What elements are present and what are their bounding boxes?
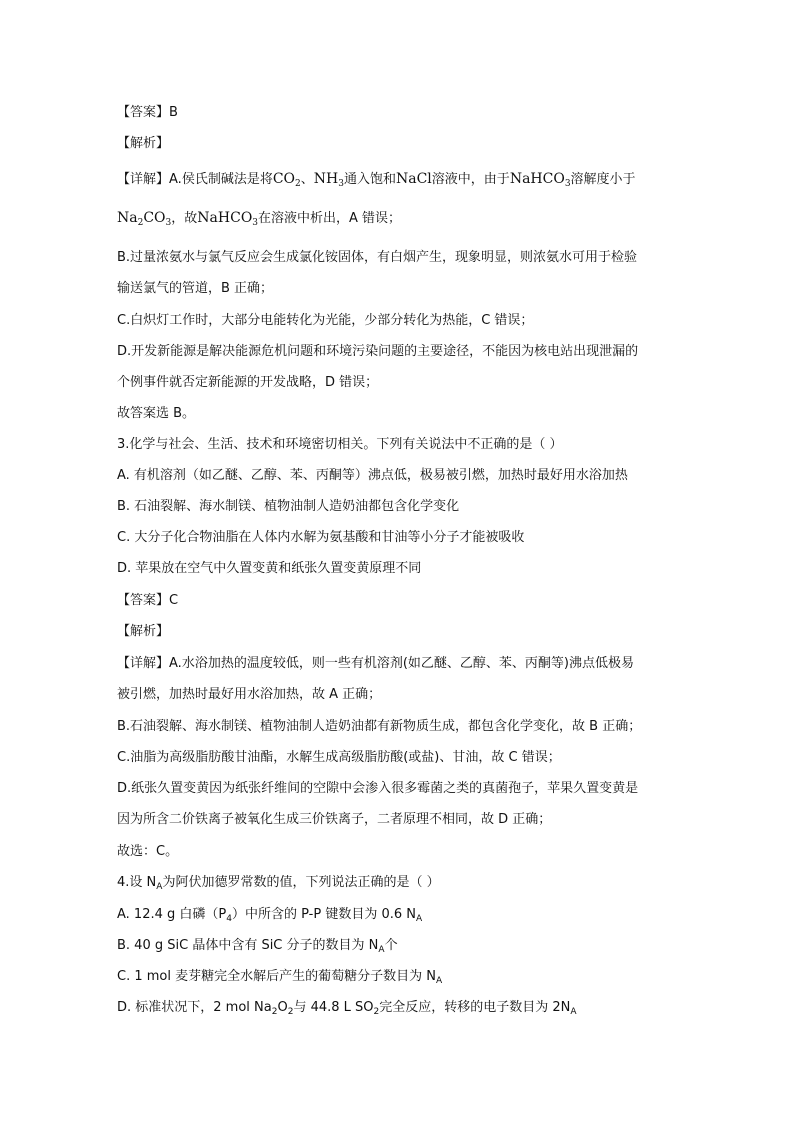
q2-detail-d-line-1: D.开发新能源是解决能源危机问题和环境污染问题的主要途径，不能因为核电站出现泄漏的	[117, 344, 639, 359]
q2-detail-b-line-1: B.过量浓氨水与氯气反应会生成氯化铵固体，有白烟产生，现象明显，则浓氨水可用于检验	[117, 250, 638, 265]
answer-tag: 【答案】	[117, 105, 170, 120]
text: 通入饱和	[343, 172, 396, 187]
answer-value: C	[169, 593, 179, 608]
text: 溶液中，由于	[431, 172, 510, 187]
q3-detail-d-line-1: D.纸张久置变黄因为纸张纤维间的空隙中会渗入很多霉菌之类的真菌孢子，苹果久置变黄是	[117, 781, 639, 796]
q3-detail-c-line-1: C.油脂为高级脂肪酸甘油酯，水解生成高级脂肪酸(或盐)、甘油，故 C 错误；	[117, 750, 561, 765]
formula-nahco3: NaHCO$_3$	[509, 171, 571, 189]
q2-detail-d-line-2: 个例事件就否定新能源的开发战略，D 错误；	[117, 375, 379, 390]
q3-conclusion: 故选：C。	[117, 844, 179, 859]
text: A.侯氏制碱法是将	[169, 172, 273, 187]
answer-value: B	[169, 105, 178, 120]
q2-detail-a-line-1	[117, 170, 636, 189]
q3-option-d: D. 苹果放在空气中久置变黄和纸张久置变黄原理不同	[117, 561, 422, 576]
q2-detail-c-line-1: C.白炽灯工作时，大部分电能转化为光能，少部分转化为热能，C 错误；	[117, 313, 534, 328]
text: 在溶液中析出，A 错误；	[258, 211, 402, 226]
q2-analysis-tag: 【解析】	[117, 136, 170, 151]
q3-answer-line	[117, 592, 178, 610]
formula-co2: $CO_2$	[272, 171, 301, 189]
formula-nacl: NaCl	[396, 171, 432, 187]
formula-nahco3: NaHCO$_3$	[197, 210, 259, 228]
q4-option-b: B. 40 g SiC 晶体中含有 SiC 分子的数目为 $N_A$个	[117, 938, 398, 955]
q3-analysis-tag: 【解析】	[117, 624, 170, 639]
formula-na2co3: $Na_2CO_3$	[117, 210, 172, 228]
q4-option-a: A. 12.4 g 白磷$(P_4)$中所含的 P-P 键数目为 0.6 $N_A$	[117, 907, 423, 924]
text: 、	[300, 172, 314, 187]
text: 溶解度小于	[570, 172, 636, 187]
text: ，故	[171, 211, 198, 226]
answer-tag: 【答案】	[117, 593, 170, 608]
q2-conclusion: 故答案选 B。	[117, 406, 196, 421]
q4-stem: 4.设 $N_A$为阿伏加德罗常数的值，下列说法正确的是（ ）	[117, 875, 440, 892]
q3-detail-a-line-2: 被引燃，加热时最好用水浴加热，故 A 正确；	[117, 687, 382, 702]
q2-answer-line	[117, 104, 178, 122]
q3-detail-b-line-1: B.石油裂解、海水制镁、植物油制人造奶油都有新物质生成，都包含化学变化，故 B 正确；	[117, 719, 642, 734]
q2-detail-a-line-2	[117, 209, 401, 228]
q3-option-b: B. 石油裂解、海水制镁、植物油制人造奶油都包含化学变化	[117, 499, 460, 514]
q3-option-c: C. 大分子化合物油脂在人体内水解为氨基酸和甘油等小分子才能被吸收	[117, 530, 525, 545]
q3-detail-a-line-1	[117, 655, 634, 673]
formula-nh3: $NH_3$	[313, 171, 344, 189]
q3-stem: 3.化学与社会、生活、技术和环境密切相关。下列有关说法中不正确的是（ ）	[117, 437, 563, 452]
q4-option-c: C. 1 mol 麦芽糖完全水解后产生的葡萄糖分子数目为 $N_A$	[117, 969, 443, 986]
detail-tag: 【详解】	[117, 656, 170, 671]
q4-option-d: D. 标准状况下，2 mol $Na_2O_2$与 44.8 L $SO_2$完全反应，转移的电子数目为 $2N_A$	[117, 1000, 577, 1017]
text: A.水浴加热的温度较低，则一些有机溶剂(如乙醚、乙醇、苯、丙酮等)沸点低极易	[169, 656, 634, 671]
detail-tag: 【详解】	[117, 172, 170, 187]
q3-option-a: A. 有机溶剂（如乙醚、乙醇、苯、丙酮等）沸点低，极易被引燃，加热时最好用水浴加热	[117, 468, 628, 483]
q3-detail-d-line-2: 因为所含二价铁离子被氧化生成三价铁离子，二者原理不相同，故 D 正确；	[117, 812, 552, 827]
q2-detail-b-line-2: 输送氯气的管道，B 正确；	[117, 281, 274, 296]
